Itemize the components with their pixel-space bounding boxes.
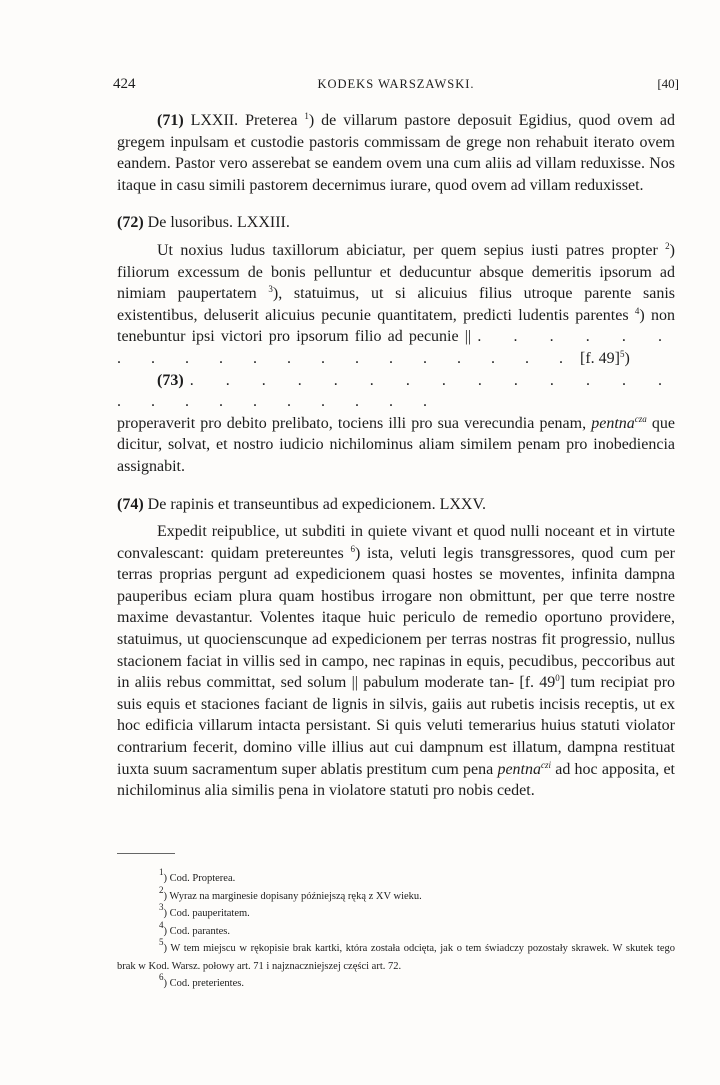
footnote-2: $^2$) Wyraz na marginesie dopisany późniejszą ręką z XV wieku. — [159, 884, 422, 902]
footnote-ref: 6 — [350, 543, 355, 554]
folio-mark: [f. 49] — [580, 349, 620, 367]
footnote-5: $^5$) W tem miejscu w rękopisie brak kartki, która została odcięta, jak o tem świadczy pozostały skrawek. W skutek tego brak w Kod. Warsz. połowy art. 71 i najznaczniejszej części art. 72. — [117, 937, 675, 972]
footnote-4: $^4$) Cod. parantes. — [159, 919, 230, 937]
article-72: Ut noxius ludus taxillorum abiciatur, per quem sepius iusti patres propter $^2$) filiorum excessum de bonis pelluntur et deducuntur absque demeritis ipsorum ad nimiam paupertatem $^3$), statuimus, ut si alicuius filius utroque parente sanis existentibus, deluserit alicuius pecunie quantitatem, predicti ludentis parentes $^4$) non tenebuntur ipsi victori pro ipsorum filio ad pecunie || . . . . . . . . . . . . . . . . . . . . [f. 49]$^5$) — [117, 240, 676, 367]
article-number: (74) — [117, 495, 144, 513]
running-title: KODEKS WARSZAWSKI. — [317, 77, 475, 91]
footnote-ref: 4 — [634, 305, 640, 316]
article-number: (72) — [117, 214, 144, 232]
article-74-heading: (74) De rapinis et transeuntibus ad expedicionem. LXXV. — [117, 495, 486, 513]
article-number: (71) — [157, 112, 184, 129]
footnote-ref: 1 — [304, 111, 309, 121]
page-number: 424 — [113, 76, 136, 92]
footnote-ref: 3 — [268, 284, 273, 295]
article-72-heading: (72) De lusoribus. LXXIII. — [117, 214, 290, 232]
folio-number: [40] — [657, 76, 679, 91]
footnote-1: $^1$) Cod. Propterea. — [159, 867, 236, 884]
main-text — [117, 110, 675, 802]
article-74: Expedit reipublice, ut subditi in quiete vivant et quod nulli noceant et in virtute convalescant: quidam pretereuntes $^6$) ista, veluti legis transgressores, quod cum per terras proprias pergunt ad expedicionem quasi hostes se moventes, infinita dampna pauperibus eciam plura quam hostibus irrogare non obmittunt, per que terre nostre maxime devastantur. Volentes itaque huic periculo de remedio oportuno providere, statuimus, ut quocienscunque ad expedicionem per terras nostras fit progressio, nullus stacionem faciat in villis sed in campo, nec rapinas in equis, pecudibus, peccoribus aut in aliis rebus committat, sed solum || pabulum moderate tan- [f. $49^0$] tum recipiat pro suis equis et staciones faciant de lignis in silvis, gaiis aut rubetis incisis receptis, ut ex hoc edificia villarum intacta persistant. Si quis veluti temerarius huius statuti violator contrarium fecerit, domino ville illius aut cui dampnum est illatum, dampna restituat iuxta suum sacramentum super ablatis prestitum cum pena pentna$^{czi}$ ad hoc apposita, et nichilominus alia similis pena in violatore statuti pro nobis cedet. — [117, 523, 676, 800]
footnote-ref: 2 — [665, 240, 670, 251]
lacuna-dots: . . . . . . . . . . . . . . . . . . . . . . . . — [117, 371, 676, 411]
folio-mark: [f. $49^0$] — [519, 673, 566, 692]
lacuna-dots: . . . . . . . . . . . . . . . . . . . . — [117, 328, 676, 367]
gloss-word: pentna — [497, 760, 541, 778]
footnotes — [117, 867, 675, 993]
article-73: properaverit pro debito prelibato, tociens illi pro sua verecundia penam, pentna$^{cza}$ que dicitur, solvat, et nostro iudicio nichilominus aliam similem penam pro inobediencia assignabit. — [117, 413, 675, 475]
page-break-mark: || — [464, 328, 472, 346]
article-71: (71) LXXII. Preterea $^1$) de villarum pastore deposuit Egidius, quod ovem ad gregem inpulsam et custodie pastoris commissam de grege non rehabuit iterato ovem eandem. Pastor vero asserebat se eandem ovem una cum aliis ad villam reduxisse. Nos itaque in casu simili pastorem decernimus iurare, quod ovem ad villam reduxisset. — [117, 111, 675, 194]
article-number: (73) — [157, 371, 184, 389]
article-73-number-line — [117, 370, 675, 413]
footnote-ref: 5 — [619, 348, 625, 359]
gloss-word: pentna — [591, 414, 635, 432]
footnote-3: $^3$) Cod. pauperitatem. — [159, 902, 250, 919]
page-break-mark: || — [351, 674, 358, 692]
running-header — [113, 76, 679, 98]
footnote-6: $^6$) Cod. preterientes. — [159, 972, 244, 989]
footnote-divider — [117, 853, 175, 854]
